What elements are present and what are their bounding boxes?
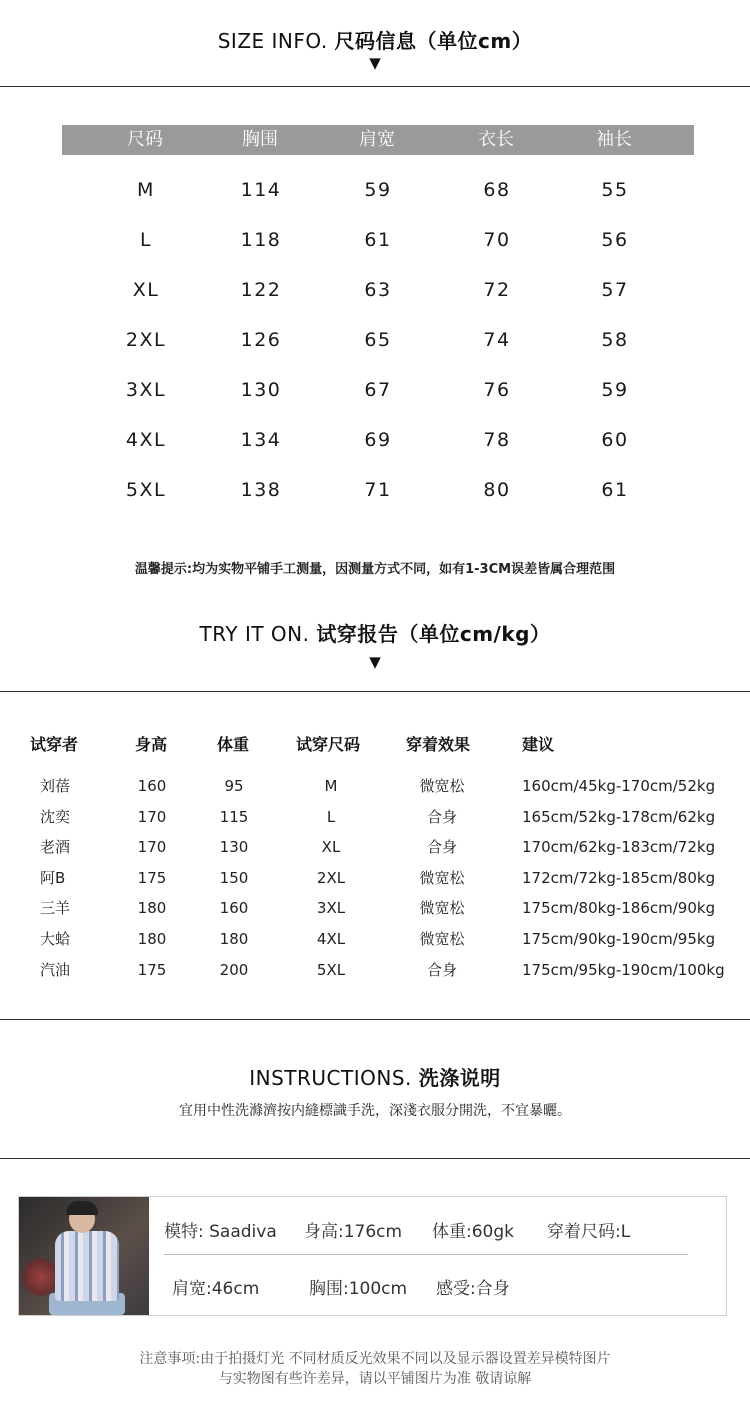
shoulder-cell: 65	[364, 329, 392, 351]
effect-cell: 微宽松	[419, 869, 465, 887]
weight-cell: 150	[219, 869, 249, 887]
try-row	[0, 928, 750, 950]
model-feel: 感受:合身	[436, 1279, 510, 1299]
model-weight: 体重:60gk	[432, 1222, 514, 1242]
sleeve-cell: 58	[601, 329, 629, 351]
tester-cell: 老酒	[40, 838, 71, 856]
chest-cell: 114	[240, 179, 282, 201]
weight-cell: 160	[219, 899, 249, 917]
try-header-height: 身高	[135, 735, 168, 754]
try-row	[0, 836, 750, 858]
effect-cell: 微宽松	[419, 899, 465, 917]
size-info-title-en: SIZE INFO.	[217, 29, 328, 53]
advice-cell: 170cm/62kg-183cm/72kg	[522, 838, 716, 856]
height-cell: 175	[137, 961, 167, 979]
chest-cell: 134	[240, 429, 282, 451]
instructions-title-en: INSTRUCTIONS.	[249, 1066, 412, 1090]
weight-cell: 95	[224, 777, 244, 795]
chest-cell: 126	[240, 329, 282, 351]
advice-cell: 175cm/90kg-190cm/95kg	[522, 930, 716, 948]
size-info-title	[0, 25, 750, 54]
size-row	[0, 375, 750, 405]
size-info-title-cn: 尺码信息（单位cm）	[334, 29, 533, 53]
size-row	[0, 175, 750, 205]
model-chest: 胸围:100cm	[309, 1279, 408, 1299]
height-cell: 170	[137, 808, 167, 826]
length-cell: 76	[483, 379, 511, 401]
try-size-cell: XL	[321, 838, 341, 856]
disclaimer-line-1: 注意事项:由于拍摄灯光 不同材质反光效果不同以及显示器设置差异模特图片	[139, 1351, 611, 1367]
size-cell: M	[137, 179, 155, 201]
size-cell: XL	[132, 279, 160, 301]
try-header-effect: 穿着效果	[406, 735, 471, 754]
chest-cell: 118	[240, 229, 282, 251]
size-row	[0, 225, 750, 255]
size-row	[0, 275, 750, 305]
height-cell: 180	[137, 930, 167, 948]
length-cell: 72	[483, 279, 511, 301]
size-header-size: 尺码	[127, 129, 163, 150]
sleeve-cell: 57	[601, 279, 629, 301]
weight-cell: 180	[219, 930, 249, 948]
try-on-title	[0, 618, 750, 647]
try-header-person: 试穿者	[30, 735, 79, 754]
model-shoulder: 肩宽:46cm	[172, 1279, 260, 1299]
divider	[0, 1158, 750, 1159]
sleeve-cell: 59	[601, 379, 629, 401]
chest-cell: 138	[240, 479, 282, 501]
try-size-cell: 2XL	[316, 869, 346, 887]
height-cell: 175	[137, 869, 167, 887]
size-header-length: 衣长	[478, 129, 514, 150]
model-card	[18, 1196, 727, 1316]
try-header-advice: 建议	[522, 735, 555, 754]
advice-cell: 160cm/45kg-170cm/52kg	[522, 777, 716, 795]
height-cell: 170	[137, 838, 167, 856]
shoulder-cell: 69	[364, 429, 392, 451]
chest-cell: 122	[240, 279, 282, 301]
tester-cell: 刘蓓	[40, 777, 71, 795]
size-header-chest: 胸围	[242, 129, 278, 150]
instructions-title	[0, 1062, 750, 1091]
advice-cell: 175cm/95kg-190cm/100kg	[522, 961, 725, 979]
model-height: 身高:176cm	[304, 1222, 403, 1242]
instructions-title-cn: 洗涤说明	[418, 1066, 501, 1090]
length-cell: 70	[483, 229, 511, 251]
effect-cell: 微宽松	[419, 777, 465, 795]
try-size-cell: L	[326, 808, 336, 826]
sleeve-cell: 61	[601, 479, 629, 501]
try-row	[0, 959, 750, 981]
height-cell: 160	[137, 777, 167, 795]
size-cell: 2XL	[125, 329, 167, 351]
divider	[0, 1019, 750, 1020]
length-cell: 68	[483, 179, 511, 201]
size-cell: 4XL	[125, 429, 167, 451]
advice-cell: 172cm/72kg-185cm/80kg	[522, 869, 716, 887]
size-row	[0, 475, 750, 505]
size-header-shoulder: 肩宽	[359, 129, 395, 150]
tester-cell: 汽油	[40, 961, 71, 979]
down-arrow-icon: ▼	[369, 653, 381, 671]
model-name: 模特: Saadiva	[164, 1222, 277, 1242]
size-cell: 3XL	[125, 379, 167, 401]
size-table-header	[62, 125, 694, 155]
size-row	[0, 425, 750, 455]
shoulder-cell: 63	[364, 279, 392, 301]
shoulder-cell: 59	[364, 179, 392, 201]
effect-cell: 合身	[426, 838, 457, 856]
tester-cell: 沈奕	[40, 808, 71, 826]
size-cell: 5XL	[125, 479, 167, 501]
advice-cell: 175cm/80kg-186cm/90kg	[522, 899, 716, 917]
disclaimer-line-2: 与实物图有些许差异，请以平铺图片为准 敬请谅解	[218, 1371, 532, 1387]
height-cell: 180	[137, 899, 167, 917]
shoulder-cell: 67	[364, 379, 392, 401]
try-header-weight: 体重	[217, 735, 250, 754]
effect-cell: 微宽松	[419, 930, 465, 948]
measurement-note: 温馨提示:均为实物平铺手工测量，因测量方式不同，如有1-3CM误差皆属合理范围	[134, 562, 616, 577]
chest-cell: 130	[240, 379, 282, 401]
shoulder-cell: 61	[364, 229, 392, 251]
try-on-title-en: TRY IT ON.	[199, 622, 310, 646]
model-photo	[19, 1197, 149, 1315]
try-size-cell: M	[324, 777, 338, 795]
length-cell: 80	[483, 479, 511, 501]
divider	[0, 691, 750, 692]
tester-cell: 三羊	[40, 899, 71, 917]
size-cell: L	[139, 229, 153, 251]
try-header-size: 试穿尺码	[296, 735, 361, 754]
down-arrow-icon: ▼	[369, 54, 381, 72]
size-header-sleeve: 袖长	[596, 129, 632, 150]
try-row	[0, 867, 750, 889]
try-row	[0, 806, 750, 828]
try-size-cell: 5XL	[316, 961, 346, 979]
model-size: 穿着尺码:L	[547, 1222, 631, 1242]
try-row	[0, 897, 750, 919]
sleeve-cell: 55	[601, 179, 629, 201]
try-row	[0, 775, 750, 797]
sleeve-cell: 60	[601, 429, 629, 451]
effect-cell: 合身	[426, 808, 457, 826]
shoulder-cell: 71	[364, 479, 392, 501]
length-cell: 74	[483, 329, 511, 351]
weight-cell: 130	[219, 838, 249, 856]
weight-cell: 115	[219, 808, 249, 826]
sleeve-cell: 56	[601, 229, 629, 251]
try-on-title-cn: 试穿报告（单位cm/kg）	[316, 622, 551, 646]
length-cell: 78	[483, 429, 511, 451]
weight-cell: 200	[219, 961, 249, 979]
washing-instructions: 宜用中性洗滌濟按内縫標識手洗，深淺衣服分開洗，不宜暴曬。	[179, 1103, 571, 1119]
effect-cell: 合身	[426, 961, 457, 979]
divider	[0, 86, 750, 87]
model-card-divider	[164, 1254, 688, 1255]
advice-cell: 165cm/52kg-178cm/62kg	[522, 808, 716, 826]
size-row	[0, 325, 750, 355]
try-size-cell: 3XL	[316, 899, 346, 917]
try-size-cell: 4XL	[316, 930, 346, 948]
tester-cell: 阿B	[40, 869, 66, 887]
tester-cell: 大蛤	[40, 930, 71, 948]
